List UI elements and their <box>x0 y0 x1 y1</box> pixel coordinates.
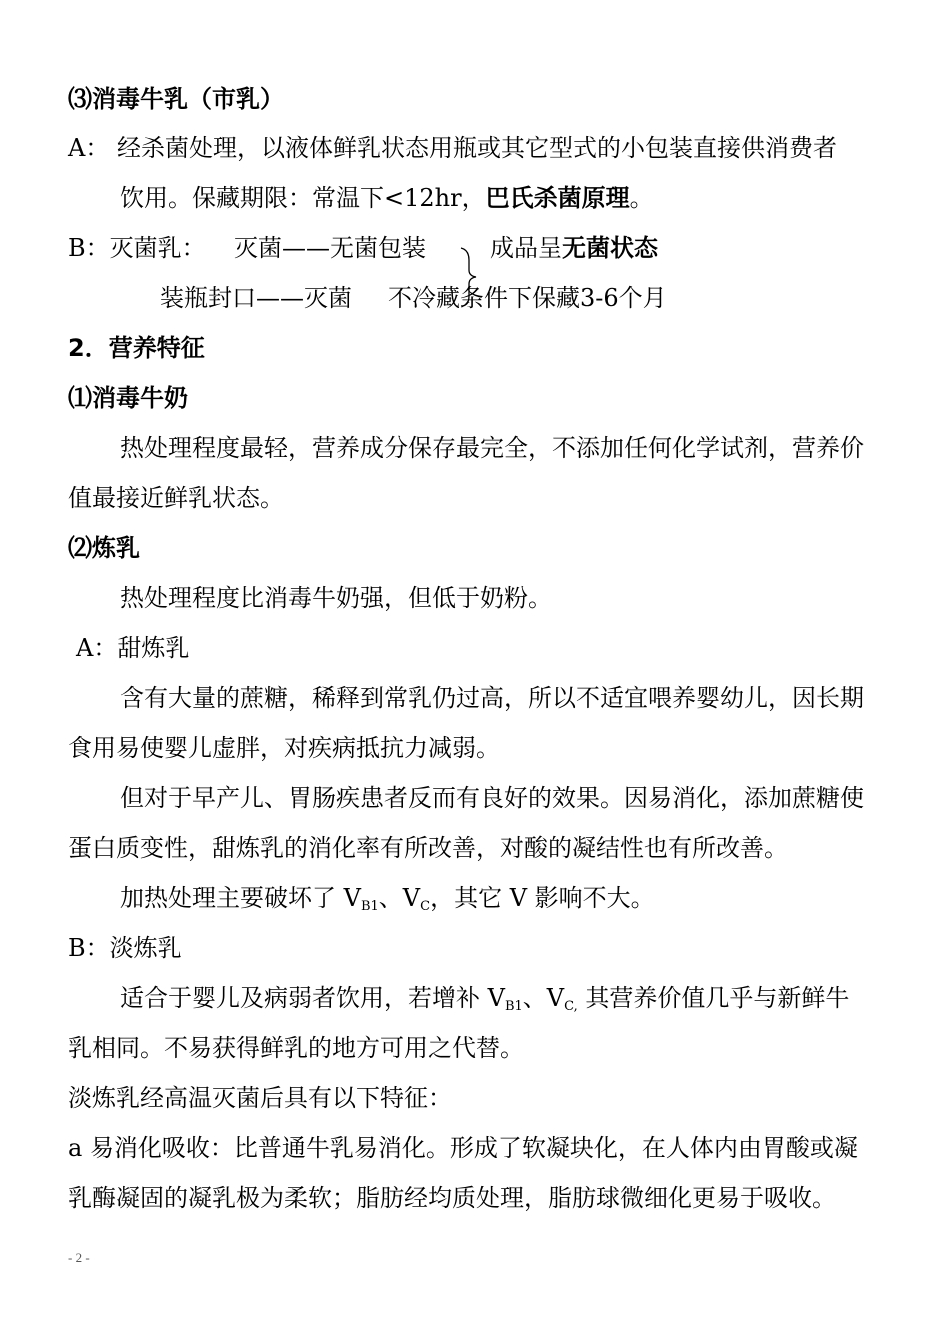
sb-p1-sub-c: C, <box>564 999 578 1014</box>
sb-paragraph-1-line-2: 乳相同。不易获得鲜乳的地方可用之代替。 <box>68 1034 524 1062</box>
sa-p3-post: ，其它 V 影响不大。 <box>430 884 655 912</box>
sb-p1-sub-b1: B1 <box>504 999 523 1014</box>
s1-paragraph-line-2: 值最接近鲜乳状态。 <box>68 484 284 512</box>
a-line-2 <box>120 181 654 215</box>
sa-paragraph-2-line-2: 蛋白质变性，甜炼乳的消化率有所改善，对酸的凝结性也有所改善。 <box>68 834 788 862</box>
a-line-2-post: 。 <box>629 184 654 212</box>
sa-paragraph-1-line-2: 食用易使婴儿虚胖，对疾病抵抗力减弱。 <box>68 734 500 762</box>
a-line-1: A： 经杀菌处理，以液体鲜乳状态用瓶或其它型式的小包装直接供消费者 <box>68 134 837 162</box>
sa-p3-mid: 、V <box>378 884 421 912</box>
sa-p3-sub-c: C <box>420 899 431 914</box>
b-result-2: 不冷藏条件下保藏3-6个月 <box>388 284 667 312</box>
sb-label: B：淡炼乳 <box>68 934 182 962</box>
sb-p1-post: 其营养价值几乎与新鲜牛 <box>577 984 850 1012</box>
b-step-2: 装瓶封口——灭菌 <box>160 284 352 312</box>
a-line-2-bold: 巴氏杀菌原理 <box>485 184 630 212</box>
sa-label: A：甜炼乳 <box>76 634 190 662</box>
section-2-heading: 2．营养特征 <box>68 334 205 362</box>
s1-heading: ⑴消毒牛奶 <box>68 384 188 412</box>
sb-paragraph-3-line-1: a 易消化吸收：比普通牛乳易消化。形成了软凝块化，在人体内由胃酸或凝 <box>68 1134 858 1162</box>
sb-paragraph-3-line-2: 乳酶凝固的凝乳极为柔软；脂肪经均质处理，脂肪球微细化更易于吸收。 <box>68 1184 836 1212</box>
s1-paragraph-line-1: 热处理程度最轻，营养成分保存最完全，不添加任何化学试剂，营养价 <box>120 434 864 462</box>
b-step-1: 灭菌——无菌包装 <box>234 234 426 262</box>
sb-paragraph-2: 淡炼乳经高温灭菌后具有以下特征： <box>68 1084 452 1112</box>
sa-paragraph-2-line-1: 但对于早产儿、胃肠疾患者反而有良好的效果。因易消化，添加蔗糖使 <box>120 784 864 812</box>
s2-heading: ⑵炼乳 <box>68 534 140 562</box>
sa-paragraph-3 <box>120 881 655 915</box>
sb-paragraph-1-line-1 <box>120 981 849 1015</box>
page-number: - 2 - <box>68 1250 90 1265</box>
s2-paragraph: 热处理程度比消毒牛奶强，但低于奶粉。 <box>120 584 552 612</box>
sa-paragraph-1-line-1: 含有大量的蔗糖，稀释到常乳仍过高，所以不适宜喂养婴幼儿，因长期 <box>120 684 864 712</box>
sa-p3-sub-b1: B1 <box>360 899 379 914</box>
sa-p3-pre: 加热处理主要破坏了 V <box>120 884 361 912</box>
sb-p1-mid: 、V <box>522 984 565 1012</box>
s3-heading: ⑶消毒牛乳（市乳） <box>68 85 284 113</box>
b-result-1 <box>490 231 658 265</box>
sb-p1-pre: 适合于婴儿及病弱者饮用，若增补 V <box>120 984 505 1012</box>
b-result-1-pre: 成品呈 <box>490 234 562 262</box>
a-line-2-pre: 饮用。保藏期限：常温下<12hr， <box>120 184 486 212</box>
b-label: B：灭菌乳： <box>68 234 206 262</box>
b-result-1-bold: 无菌状态 <box>562 234 658 262</box>
